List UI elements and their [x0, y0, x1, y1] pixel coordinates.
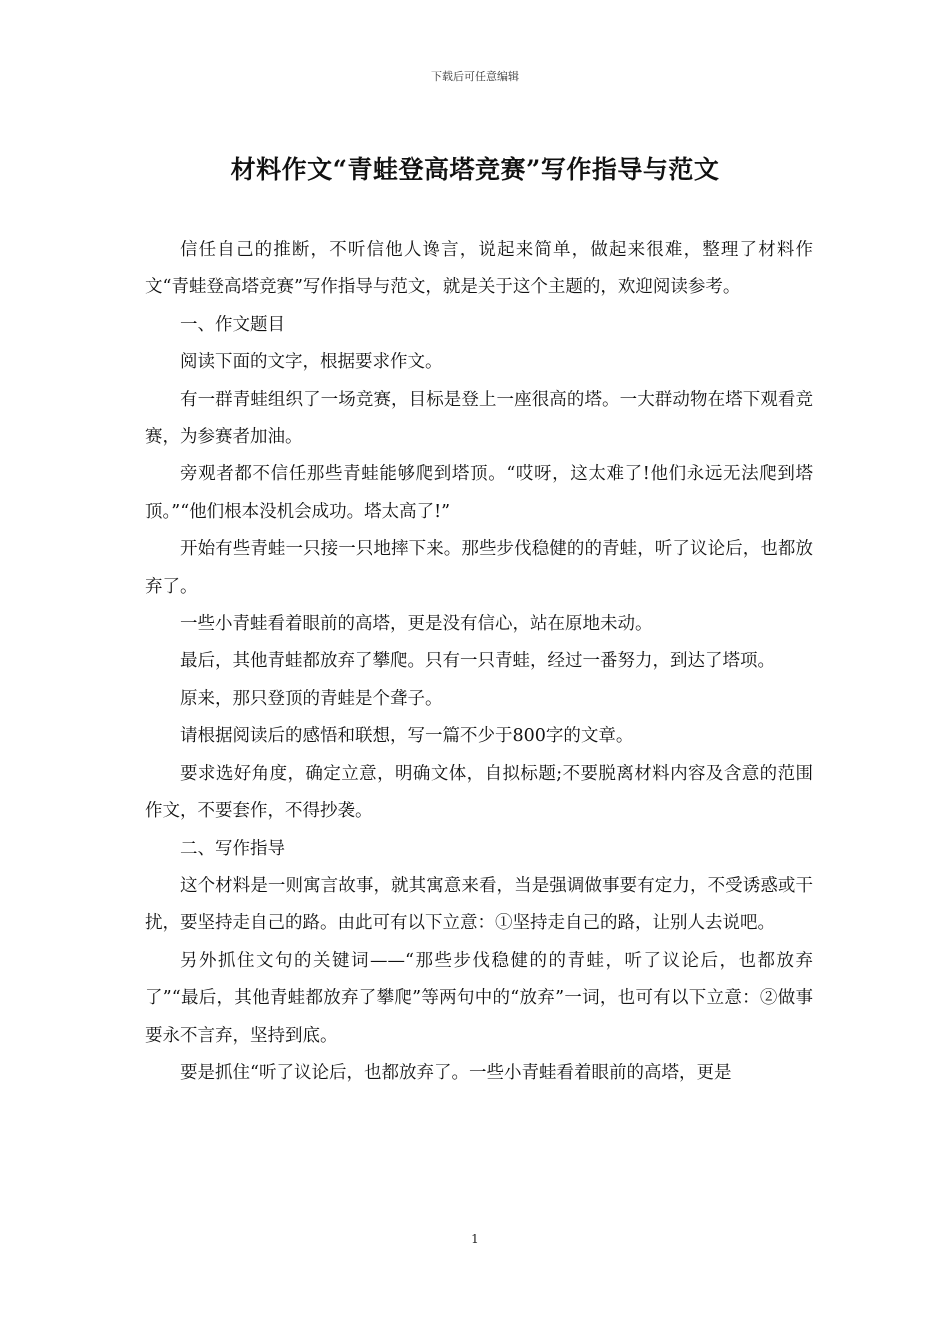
document-body: [145, 232, 813, 1092]
document-title: 材料作文“青蛙登高塔竞赛”写作指导与范文: [230, 155, 720, 184]
paragraph-guidance: 要是抓住“听了议论后，也都放弃了。一些小青蛙看着眼前的高塔，更是: [180, 1062, 732, 1083]
paragraph-story: 最后，其他青蛙都放弃了攀爬。只有一只青蛙，经过一番努力，到达了塔项。: [180, 651, 775, 672]
paragraph-guidance: 另外抓住文句的关键词——“那些步伐稳健的的青蛙，听了议论后，也都放弃了”“最后，其他青蛙都放弃了攀爬”等两句中的“放弃”一词，也可有以下立意：②做事要永不言弃，坚持到底。: [145, 950, 813, 1046]
paragraph-instruction: 阅读下面的文字，根据要求作文。: [180, 352, 443, 373]
paragraph-story: 旁观者都不信任那些青蛙能够爬到塔顶。“哎呀，这太难了!他们永远无法爬到塔顶。”“他们根本没机会成功。塔太高了!”: [145, 464, 813, 522]
paragraph-story: 有一群青蛙组织了一场竞赛，目标是登上一座很高的塔。一大群动物在塔下观看竞赛，为参赛者加油。: [145, 389, 813, 448]
paragraph-requirement: 请根据阅读后的感悟和联想，写一篇不少于800字的文章。: [180, 726, 634, 747]
paragraph-intro: 信任自己的推断，不听信他人谗言，说起来简单，做起来很难，整理了材料作文“青蛙登高塔竞赛”写作指导与范文，就是关于这个主题的，欢迎阅读参考。: [145, 240, 813, 298]
paragraph-story: 原来，那只登顶的青蛙是个聋子。: [180, 688, 443, 709]
paragraph-requirement: 要求选好角度，确定立意，明确文体，自拟标题;不要脱离材料内容及含意的范围作文，不要套作，不得抄袭。: [145, 763, 813, 822]
page-header-note: 下载后可任意编辑: [431, 70, 519, 83]
paragraph-story: 一些小青蛙看着眼前的高塔，更是没有信心，站在原地未动。: [180, 614, 653, 635]
paragraph-guidance: 这个材料是一则寓言故事，就其寓意来看，当是强调做事要有定力，不受诱惑或干扰，要坚持走自己的路。由此可有以下立意：①坚持走自己的路，让别人去说吧。: [145, 875, 813, 934]
section-heading-guidance: 二、写作指导: [180, 838, 285, 859]
page-number: 1: [471, 1232, 479, 1246]
paragraph-story: 开始有些青蛙一只接一只地摔下来。那些步伐稳健的的青蛙，听了议论后，也都放弃了。: [145, 539, 813, 597]
section-heading-topic: 一、作文题目: [180, 314, 285, 335]
